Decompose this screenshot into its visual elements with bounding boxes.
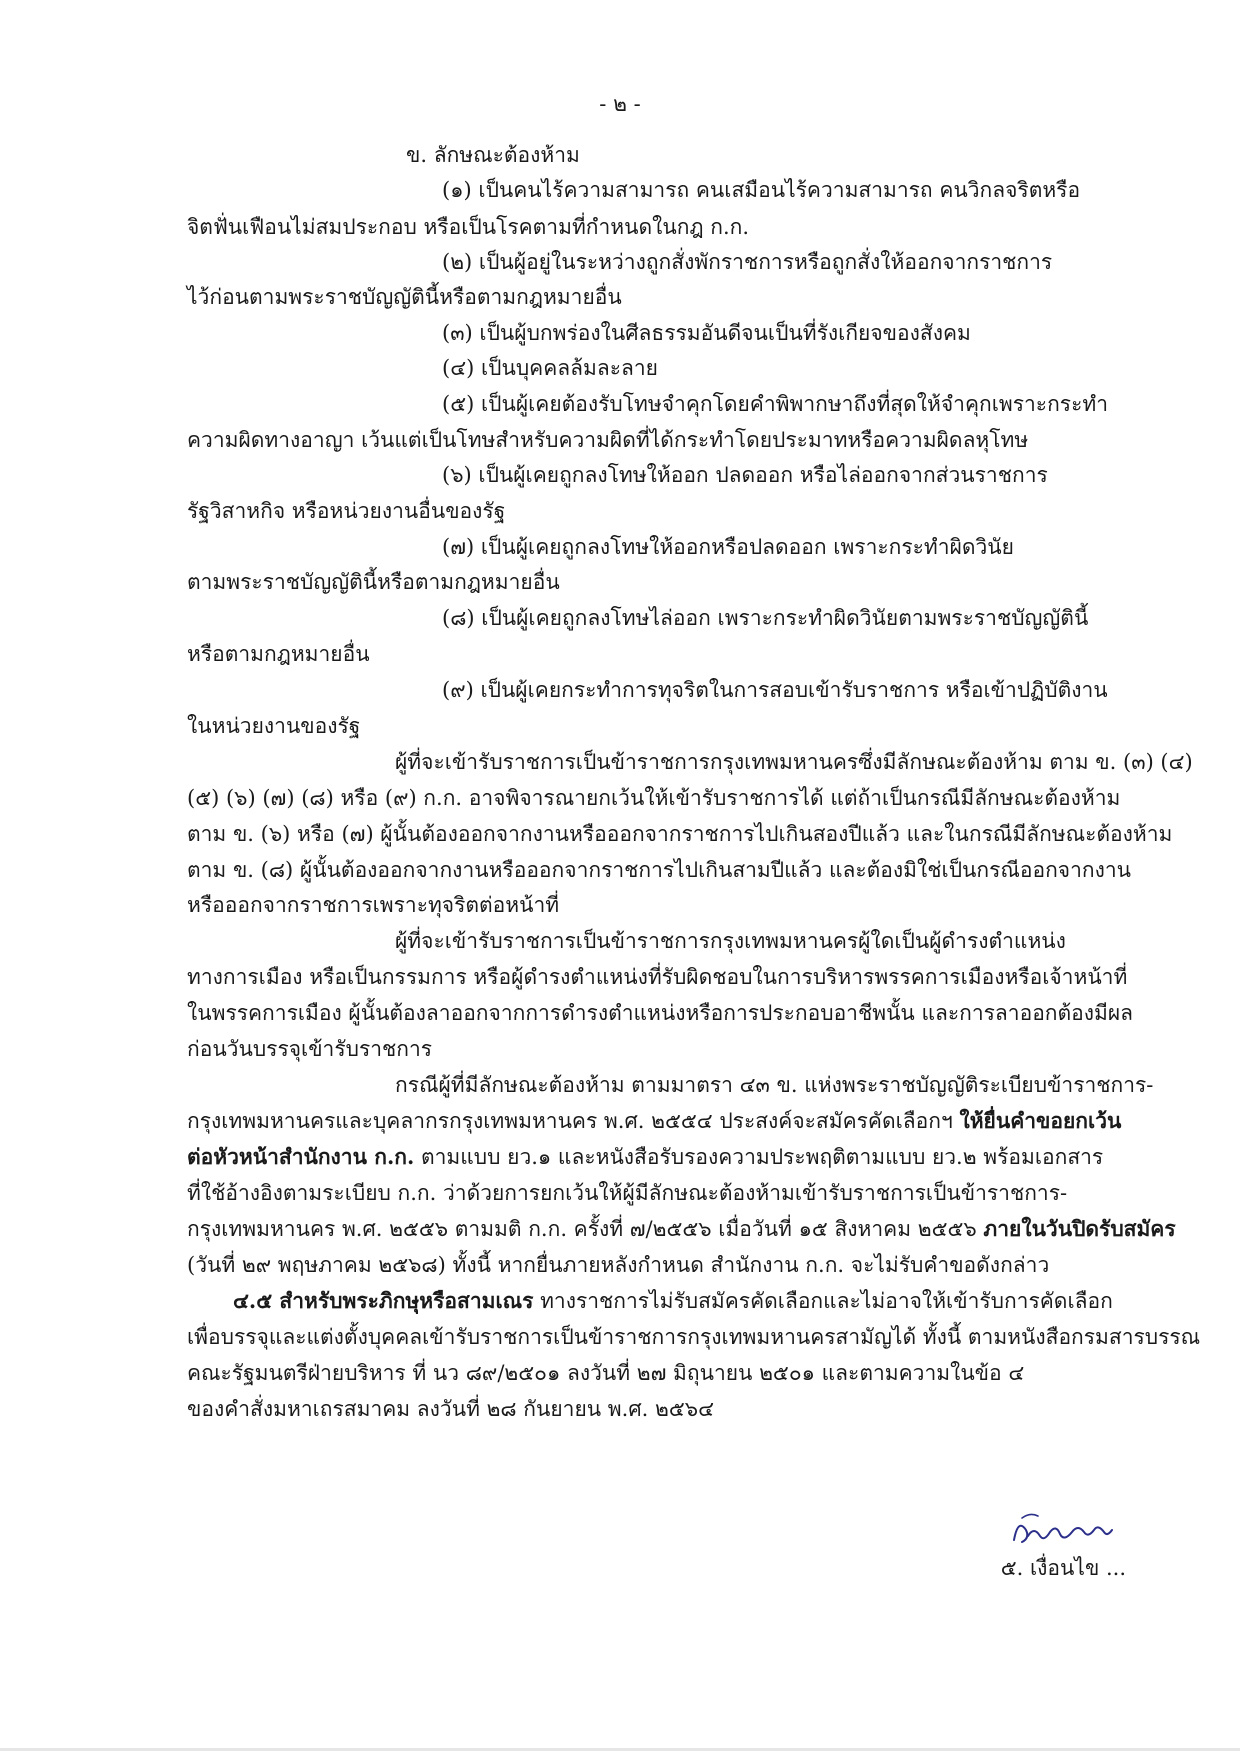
- line-text: ก่อนวันบรรจุเข้ารับราชการ: [187, 1037, 433, 1061]
- line-text: ข. ลักษณะต้องห้าม: [406, 143, 580, 167]
- line-text: (๓) เป็นผู้บกพร่องในศีลธรรมอันดีจนเป็นที่รังเกียจของสังคม: [442, 321, 971, 345]
- line-text: เพื่อบรรจุและแต่งตั้งบุคคลเข้ารับราชการเป็นข้าราชการกรุงเทพมหานครสามัญได้ ทั้งนี้ ตามหนังสือกรมสารบรรณ: [187, 1325, 1201, 1349]
- text-line: [187, 209, 749, 245]
- text-line: [187, 279, 622, 315]
- line-text: กรุงเทพมหานครและบุคลากรกรุงเทพมหานคร พ.ศ. ๒๕๕๔ ประสงค์จะสมัครคัดเลือกฯ: [187, 1109, 960, 1133]
- text-line: [187, 422, 1028, 458]
- line-text: ในหน่วยงานของรัฐ: [187, 714, 361, 738]
- text-line: [187, 1319, 1200, 1355]
- text-line: [442, 672, 1108, 708]
- text-line: [233, 1283, 1113, 1319]
- text-line: [187, 708, 360, 744]
- line-text: (๖) เป็นผู้เคยถูกลงโทษให้ออก ปลดออก หรือไล่ออกจากส่วนราชการ: [442, 463, 1048, 487]
- text-line: [187, 564, 560, 600]
- text-line: [395, 744, 1193, 780]
- line-text: กรุงเทพมหานคร พ.ศ. ๒๕๕๖ ตามมติ ก.ก. ครั้งที่ ๗/๒๕๕๖ เมื่อวันที่ ๑๕ สิงหาคม ๒๕๕๖: [187, 1217, 984, 1241]
- text-line: [187, 1391, 714, 1427]
- text-line: [187, 816, 1172, 852]
- line-text: ความผิดทางอาญา เว้นแต่เป็นโทษสำหรับความผิดที่ได้กระทำโดยประมาทหรือความผิดลหุโทษ: [187, 428, 1029, 452]
- bold-text: ต่อหัวหน้าสำนักงาน ก.ก.: [187, 1144, 415, 1169]
- line-text: (๑) เป็นคนไร้ความสามารถ คนเสมือนไร้ความสามารถ คนวิกลจริตหรือ: [442, 178, 1081, 202]
- text-line: [442, 457, 1048, 493]
- bold-text: ให้ยื่นคำขอยกเว้น: [959, 1108, 1122, 1133]
- line-text: ในพรรคการเมือง ผู้นั้นต้องลาออกจากการดำรงตำแหน่งหรือการประกอบอาชีพนั้น และการลาออกต้องมีผล: [187, 1001, 1134, 1025]
- line-text: หรือออกจากราชการเพราะทุจริตต่อหน้าที่: [187, 893, 560, 917]
- line-text: (๕) (๖) (๗) (๘) หรือ (๙) ก.ก. อาจพิจารณายกเว้นให้เข้ารับราชการได้ แต่ถ้าเป็นกรณีมีลักษณะต้องห้าม: [187, 786, 1121, 810]
- handwritten-signature: [1008, 1510, 1128, 1552]
- text-line: [442, 172, 1080, 208]
- line-text: ทางการเมือง หรือเป็นกรรมการ หรือผู้ดำรงตำแหน่งที่รับผิดชอบในการบริหารพรรคการเมืองหรือเจ้าหน้าที่: [187, 965, 1128, 989]
- page-number: - ๒ -: [599, 92, 641, 116]
- line-text: จิตฟั่นเฟือนไม่สมประกอบ หรือเป็นโรคตามที่กำหนดในกฎ ก.ก.: [187, 215, 750, 239]
- line-text: (๙) เป็นผู้เคยกระทำการทุจริตในการสอบเข้ารับราชการ หรือเข้าปฏิบัติงาน: [442, 678, 1108, 702]
- text-line: [187, 995, 1133, 1031]
- line-text: (๘) เป็นผู้เคยถูกลงโทษไล่ออก เพราะกระทำผิดวินัยตามพระราชบัญญัตินี้: [442, 606, 1089, 630]
- text-line: [187, 493, 505, 529]
- line-text: กรณีผู้ที่มีลักษณะต้องห้าม ตามมาตรา ๔๓ ข. แห่งพระราชบัญญัติระเบียบข้าราชการ-: [395, 1073, 1154, 1097]
- text-line: [187, 636, 370, 672]
- text-line: [442, 350, 658, 386]
- text-line: [187, 1175, 1067, 1211]
- line-text: ทางราชการไม่รับสมัครคัดเลือกและไม่อาจให้เข้ารับการคัดเลือก: [533, 1289, 1113, 1313]
- line-text: (๕) เป็นผู้เคยต้องรับโทษจำคุกโดยคำพิพากษาถึงที่สุดให้จำคุกเพราะกระทำ: [442, 392, 1108, 416]
- text-line: [187, 887, 559, 923]
- text-line: [442, 315, 971, 351]
- line-text: ตามแบบ ยว.๑ และหนังสือรับรองความประพฤติตามแบบ ยว.๒ พร้อมเอกสาร: [414, 1145, 1104, 1169]
- text-line: [187, 1031, 432, 1067]
- line-text: ที่ใช้อ้างอิงตามระเบียบ ก.ก. ว่าด้วยการยกเว้นให้ผู้มีลักษณะต้องห้ามเข้ารับราชการเป็นข้าราชการ-: [187, 1181, 1068, 1205]
- line-text: ไว้ก่อนตามพระราชบัญญัตินี้หรือตามกฎหมายอื่น: [187, 285, 622, 309]
- text-line: [442, 529, 1014, 565]
- line-text: ของคำสั่งมหาเถรสมาคม ลงวันที่ ๒๘ กันยายน พ.ศ. ๒๕๖๔: [187, 1397, 714, 1421]
- text-line: [187, 959, 1127, 995]
- text-line: [187, 1211, 1176, 1247]
- text-line: [187, 1139, 1103, 1175]
- text-line: [187, 1355, 1024, 1391]
- bold-text: ๔.๕ สำหรับพระภิกษุหรือสามเณร: [233, 1288, 534, 1313]
- text-line: [187, 1247, 1049, 1283]
- line-text: (๗) เป็นผู้เคยถูกลงโทษให้ออกหรือปลดออก เพราะกระทำผิดวินัย: [442, 535, 1014, 559]
- text-line: [406, 137, 580, 173]
- line-text: (๔) เป็นบุคคลล้มละลาย: [442, 356, 658, 380]
- text-line: [395, 923, 1066, 959]
- next-section-ref: ๕. เงื่อนไข ...: [1000, 1556, 1126, 1580]
- text-line: [395, 1067, 1153, 1103]
- line-text: ตาม ข. (๖) หรือ (๗) ผู้นั้นต้องออกจากงานหรือออกจากราชการไปเกินสองปีแล้ว และในกรณีมีลักษณะต้องห้าม: [187, 822, 1173, 846]
- text-line: [187, 780, 1120, 816]
- text-line: [442, 244, 1052, 280]
- text-line: [442, 600, 1088, 636]
- bold-text: ภายในวันปิดรับสมัคร: [983, 1216, 1176, 1241]
- line-text: คณะรัฐมนตรีฝ่ายบริหาร ที่ นว ๘๙/๒๕๐๑ ลงวันที่ ๒๗ มิถุนายน ๒๕๐๑ และตามความในข้อ ๔: [187, 1361, 1025, 1385]
- line-text: ผู้ที่จะเข้ารับราชการเป็นข้าราชการกรุงเทพมหานครผู้ใดเป็นผู้ดำรงตำแหน่ง: [395, 929, 1066, 953]
- text-line: [442, 386, 1108, 422]
- line-text: ตาม ข. (๘) ผู้นั้นต้องออกจากงานหรือออกจากราชการไปเกินสามปีแล้ว และต้องมิใช่เป็นกรณีออกจากงาน: [187, 858, 1132, 882]
- line-text: ตามพระราชบัญญัตินี้หรือตามกฎหมายอื่น: [187, 570, 560, 594]
- line-text: ผู้ที่จะเข้ารับราชการเป็นข้าราชการกรุงเทพมหานครซึ่งมีลักษณะต้องห้าม ตาม ข. (๓) (๔): [395, 750, 1193, 774]
- line-text: (๒) เป็นผู้อยู่ในระหว่างถูกสั่งพักราชการหรือถูกสั่งให้ออกจากราชการ: [442, 250, 1053, 274]
- line-text: หรือตามกฎหมายอื่น: [187, 642, 370, 666]
- line-text: รัฐวิสาหกิจ หรือหน่วยงานอื่นของรัฐ: [187, 499, 506, 523]
- line-text: (วันที่ ๒๙ พฤษภาคม ๒๕๖๘) ทั้งนี้ หากยื่นภายหลังกำหนด สำนักงาน ก.ก. จะไม่รับคำขอดังกล่าว: [187, 1253, 1050, 1277]
- page-edge-divider: [0, 1748, 1240, 1751]
- text-line: [187, 852, 1131, 888]
- text-line: [187, 1103, 1121, 1139]
